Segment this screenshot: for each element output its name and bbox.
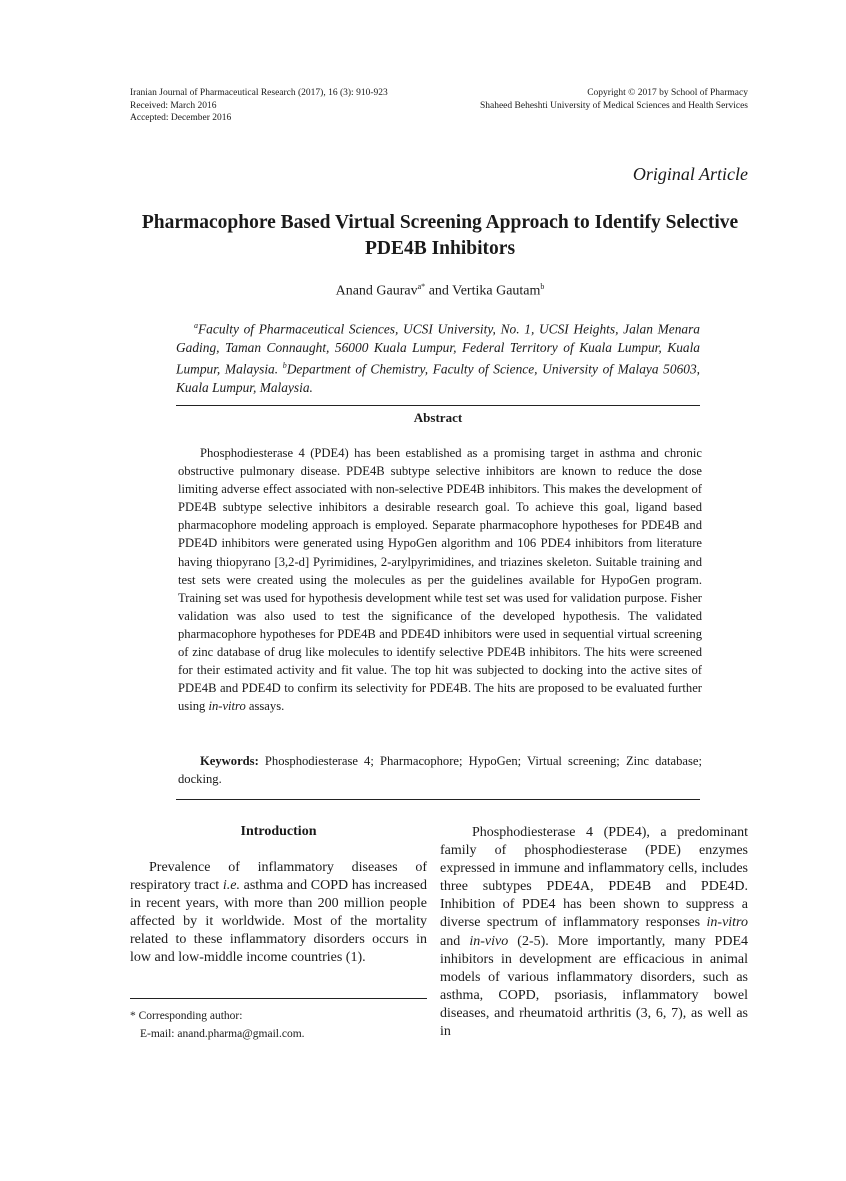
author-1-sup: a*: [417, 282, 426, 291]
received-date: Received: March 2016: [130, 100, 217, 111]
p2-a: Phosphodiesterase 4 (PDE4), a predominant family of phosphodiesterase (PDE) enzymes expressed in immune and inflammatory cells, includes three subtypes PDE4A, PDE4B and PDE4D. Inhibition of PDE4 has been shown to suppress a diverse spectrum of inflammatory responses: [440, 825, 748, 931]
affiliations: [176, 317, 700, 398]
corresponding-email: E-mail: anand.pharma@gmail.com.: [140, 1028, 305, 1040]
p1-ie: i.e.: [222, 878, 240, 894]
abstract-heading: Abstract: [413, 410, 463, 425]
authors: [130, 282, 750, 300]
abstract-bottom-rule: [176, 799, 700, 800]
footnote: [130, 1007, 305, 1043]
affiliation-a: Faculty of Pharmaceutical Sciences, UCSI University, No. 1, UCSI Heights, Jalan Menara Gading, Taman Connaught, 56000 Kuala Lumpur, Federal Territory of Kuala Lumpur, Kuala Lumpur, Malaysia.: [176, 321, 700, 377]
author-2-sup: b: [540, 282, 545, 291]
affil-a-sup: a: [194, 321, 198, 330]
journal-header-left: [130, 87, 388, 125]
institution: Shaheed Beheshti University of Medical Sciences and Health Services: [479, 100, 748, 111]
author-1: Anand Gaurav: [335, 283, 418, 299]
abstract-end: assays.: [245, 699, 285, 714]
abstract-body: Phosphodiesterase 4 (PDE4) has been established as a promising target in asthma and chronic obstructive pulmonary disease. PDE4B subtype selective inhibitors are known to reduce the dose limiting adverse effect associated with non-selective PDE4B inhibitors. This makes the development of PDE4B subtype selective inhibitors a desirable research goal. To achieve this goal, ligand based pharmacophore modeling approach is employed. Separate pharmacophore hypotheses for PDE4B and PDE4D inhibitors were generated using HypoGen algorithm and 106 PDE4 inhibitors from literature having thiopyrano [3,2-d] Pyrimidines, 2-arylpyrimidines, and triazines skeleton. Suitable training and test sets were created using the molecules as per the guidelines available for HypoGen program. Training set was used for hypothesis development while test set was used for validation purpose. Fisher validation was also used to test the significance of the developed hypothesis. The validated pharmacophore hypotheses for PDE4B and PDE4D inhibitors were used in sequential virtual screening of zinc database of drug like molecules to identify selective PDE4B inhibitors. The hits were screened for their estimated activity and fit value. The top hit was subjected to docking into the active sites of PDE4B and PDE4D to confirm its selectivity for PDE4B. The hits are proposed to be evaluated further using: [178, 446, 702, 714]
p2-b: (2-5). More importantly, many PDE4 inhibitors in development are efficacious in animal models of various inflammatory disorders, such as asthma, COPD, psoriasis, inflammatory bowel diseases, and rheumatoid arthritis (3, 6, 7), as well as in: [440, 933, 749, 1040]
p2-and: and: [440, 933, 470, 949]
keywords-text: Phosphodiesterase 4; Pharmacophore; HypoGen; Virtual screening; Zinc database; docking.: [178, 754, 702, 787]
article-type: Original Article: [632, 164, 748, 184]
p1-b: asthma and COPD has increased in recent years, with more than 200 million people affected by it worldwide. Most of the mortality related to these inflammatory disorders occurs in low and low-middle income countries (1).: [130, 878, 427, 966]
keywords: [178, 752, 702, 788]
journal-citation: Iranian Journal of Pharmaceutical Research (2017), 16 (3): 910-923: [130, 88, 388, 98]
abstract-italic: in-vitro: [208, 699, 246, 714]
abstract-text: [178, 444, 702, 715]
footnote-rule: [130, 998, 427, 999]
intro-paragraph-2: [440, 824, 748, 1041]
paper-title: Pharmacophore Based Virtual Screening Approach to Identify Selective PDE4B Inhibitors: [141, 212, 739, 259]
p2-invitro: in-vitro: [706, 915, 748, 931]
p2-invivo: in-vivo: [469, 933, 509, 949]
copyright: Copyright © 2017 by School of Pharmacy: [587, 88, 748, 98]
introduction-heading: Introduction: [240, 824, 317, 839]
corresponding-author: * Corresponding author:: [130, 1010, 243, 1022]
affil-b-sup: b: [282, 361, 287, 371]
accepted-date: Accepted: December 2016: [130, 113, 232, 123]
abstract-top-rule: [176, 405, 700, 406]
keywords-label: Keywords:: [200, 754, 259, 768]
p1-a: Prevalence of inflammatory diseases of respiratory tract: [130, 860, 427, 894]
intro-paragraph-1: [130, 859, 427, 968]
authors-and: and: [425, 283, 453, 299]
journal-header-right: [480, 87, 748, 112]
author-2: Vertika Gautam: [452, 283, 541, 299]
affiliation-b: Department of Chemistry, Faculty of Science, University of Malaya 50603, Kuala Lumpur, Malaysia.: [176, 361, 701, 396]
